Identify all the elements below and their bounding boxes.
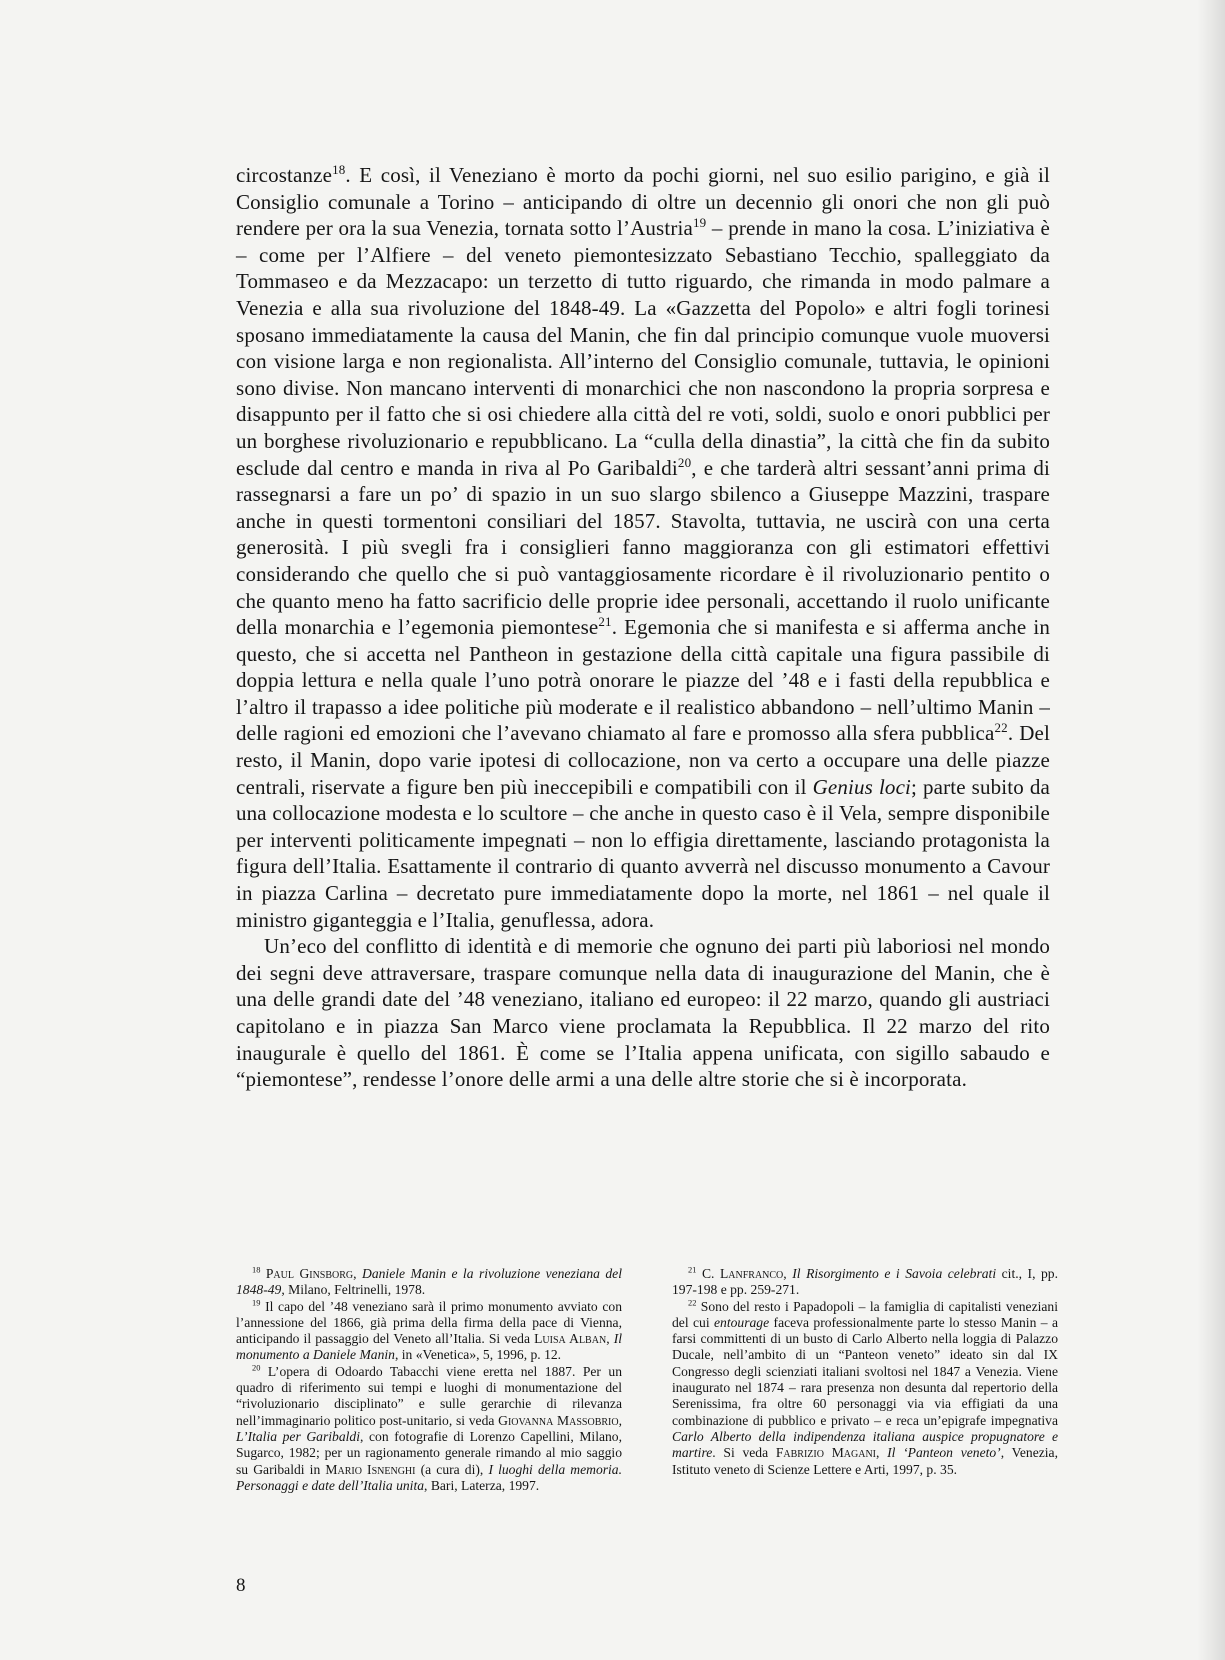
footnote-ref-18: 18 (332, 162, 346, 177)
main-text (236, 162, 1050, 1093)
footnote-ref-22: 22 (994, 720, 1008, 736)
paragraph-1: circostanze$^{18}$. E così, il Veneziano è morto da pochi giorni, nel suo esilio parigino, e già il Consiglio comunale a Torino – anticipando di oltre un decennio gli onori che non gli può rendere per ora la sua Venezia, tornata sotto l’Austria$^{19}$ – prende in mano la cosa. L’iniziativa è – come per l’Alfiere – del veneto piemontesizzato Sebastiano Tecchio, spalleggiato da Tommaseo e da Mezzacapo: un terzetto di tutto riguardo, che rimanda in modo palmare a Venezia e alla sua rivoluzione del 1848-49. La «Gazzetta del Popolo» e altri fogli torinesi sposano immediatamente la causa del Manin, che fin dal principio comunque vuole muoversi con visione larga e non regionalista. All’interno del Consiglio comunale, tuttavia, le opinioni sono divise. Non mancano interventi di monarchici che non nascondono la propria sorpresa e disappunto per il fatto che si osi chiedere alla città del re voti, soldi, suolo e onori pubblici per un borghese rivoluzionario e repubblicano. La “culla della dinastia”, la città che fin da subito esclude dal centro e manda in riva al Po Garibaldi$^{20}$, e che tarderà altri sessant’anni prima di rassegnarsi a fare un po’ di spazio in un suo slargo sbilenco a Giuseppe Mazzini, traspare anche in questi tormentoni consiliari del 1857. Stavolta, tuttavia, ne uscirà con una certa generosità. I più svegli fra i consiglieri fanno maggioranza con gli estimatori effettivi considerando che quello che si può vantaggiosamente ricordare è il rivoluzionario pentito o che quanto meno ha fatto sacrificio delle proprie idee personali, accettando il ruolo unificante della monarchia e l’egemonia piemontese$^{21}$. Egemonia che si manifesta e si afferma anche in questo, che si accetta nel Pantheon in gestazione della città capitale una figura passibile di doppia lettura e nella quale l’uno potrà onorare le piazze del ’48 e i fasti della repubblica e l’altro il trapasso a idee politiche più moderate e il realistico abbandono – nell’ultimo Manin – delle ragioni ed emozioni che l’avevano chiamato al fare e promosso alla sfera pubblica$^{22}$. Del resto, il Manin, dopo varie ipotesi di collocazione, non va certo a occupare una delle piazze centrali, riservate a figure ben più ineccepibili e compatibili con il Genius loci; parte subito da una collocazione modesta e lo scultore – che anche in questo caso è il Vela, sempre disponibile per interventi politicamente impegnati – non lo effigia direttamente, lasciando protagonista la figura dell’Italia. Esattamente il contrario di quanto avverrà nel discusso monumento a Cavour in piazza Carlina – decretato pure immediatamente dopo la morte, nel 1861 – nel quale il ministro giganteggia e l’Italia, genuflessa, adora. (236, 162, 1051, 932)
paragraph-2: Un’eco del conflitto di identità e di memorie che ognuno dei parti più laboriosi nel mondo dei segni deve attraversare, traspare comunque nella data di inaugurazione del Manin, che è una delle grandi date del ’48 veneziano, italiano ed europeo: il 22 marzo, quando gli austriaci capitolano e in piazza San Marco viene proclamata la Repubblica. Il 22 marzo del rito inaugurale è quello del 1861. È come se l’Italia appena unificata, con sigillo sabaudo e “piemontese”, rendesse l’onore delle armi a una delle altre storie che si è incorporata. (236, 934, 1050, 1092)
page-number: 8 (236, 1575, 246, 1596)
footnote-19: $^{19}$ Il capo del ’48 veneziano sarà il primo monumento avviato con l’annessione del 1866, già prima della firma della pace di Vienna, anticipando il passaggio del Veneto all’Italia. Si veda Luisa Alban, Il monumento a Daniele Manin, in «Venetica», 5, 1996, p. 12. (236, 1297, 623, 1363)
footnote-22: $^{22}$ Sono del resto i Papadopoli – la famiglia di capitalisti veneziani del cui entourage faceva professionalmente parte lo stesso Manin – a farsi committenti di un busto di Carlo Alberto nella loggia di Palazzo Ducale, nell’ambito di un “Panteon veneto” ideato sin dal IX Congresso degli scienziati italiani svoltosi nel 1847 a Venezia. Viene inaugurato nel 1874 – rara presenza non desunta dal repertorio della Serenissima, fra oltre 60 personaggi via via effigiati da una combinazione di pubblico e privato – e reca un’epigrafe impegnativa Carlo Alberto della indipendenza italiana auspice propugnatore e martire. Si veda Fabrizio Magani, Il ‘Panteon veneto’, Venezia, Istituto veneto di Scienze Lettere e Arti, 1997, p. 35. (672, 1297, 1058, 1477)
footnote-18: $^{18}$ Paul Ginsborg, Daniele Manin e la rivoluzione veneziana del 1848-49, Milano, Feltrinelli, 1978. (236, 1264, 622, 1298)
footnotes-right-column (672, 1266, 1058, 1478)
footnotes-left-column (236, 1266, 622, 1494)
footnote-20: $^{20}$ L’opera di Odoardo Tabacchi viene eretta nel 1887. Per un quadro di riferimento sui tempi e luoghi di monumentazione del “rivoluzionario disciplinato” e sulle gerarchie di rilevanza nell’immaginario politico post-unitario, si veda Giovanna Massobrio, L’Italia per Garibaldi, con fotografie di Lorenzo Capellini, Milano, Sugarco, 1982; per un ragionamento generale rimando al mio saggio su Garibaldi in Mario Isnenghi (a cura di), I luoghi della memoria. Personaggi e date dell’Italia unita, Bari, Laterza, 1997. (236, 1362, 623, 1493)
footnote-ref-21: 21 (598, 614, 612, 630)
footnote-21: $^{21}$ C. Lanfranco, Il Risorgimento e i Savoia celebrati cit., I, pp. 197-198 e pp. 259-271. (672, 1264, 1059, 1298)
footnote-ref-19: 19 (692, 215, 707, 231)
footnote-ref-20: 20 (677, 454, 692, 470)
binding-shadow (1197, 0, 1225, 1660)
